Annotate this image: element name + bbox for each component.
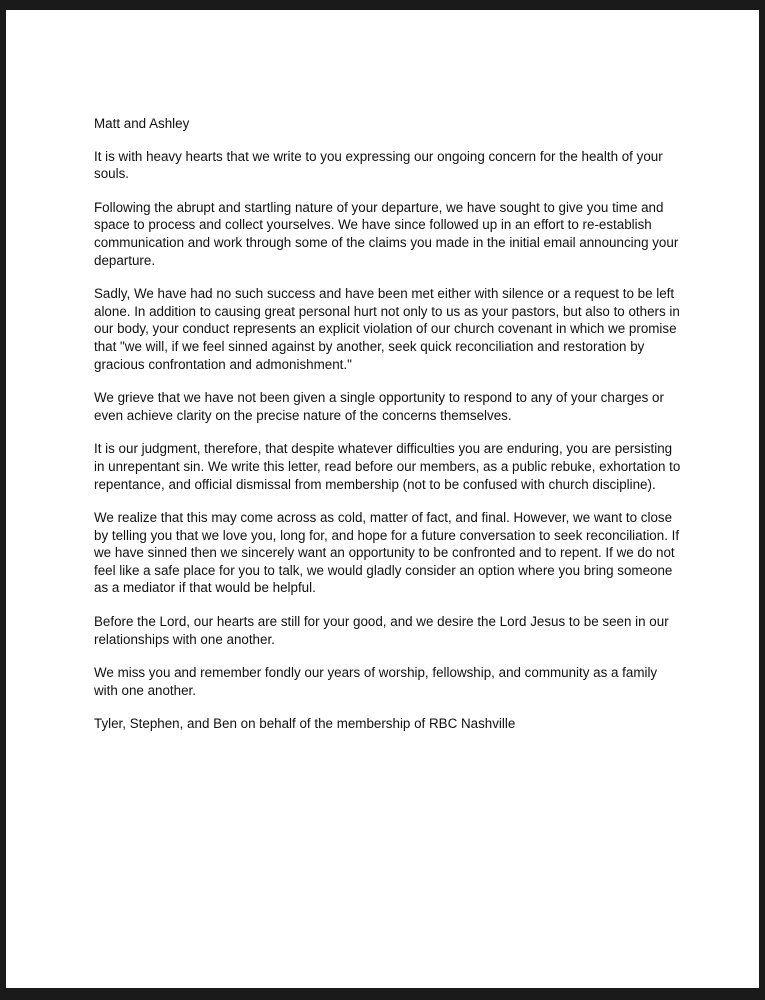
paragraph-departure: Following the abrupt and startling nature of your departure, we have sought to give you time and space to process and collect yourselves. We have since followed up in an effort to re-establish communication and work through some of the claims you made in the initial email announcing your departure. [94,199,679,268]
paragraph-concern: It is with heavy hearts that we write to you expressing our ongoing concern for the health of your souls. [94,148,663,182]
document-page [6,10,759,988]
letter-body [94,115,684,749]
paragraph-miss-you: We miss you and remember fondly our years of worship, fellowship, and community as a family with one another. [94,665,658,698]
greeting: Matt and Ashley [94,116,190,131]
paragraph-covenant: Sadly, We have had no such success and have been met either with silence or a request to be left alone. In addition to causing great personal hurt not only to us as your pastors, but also to others in our body, your conduct represents an explicit violation of our church covenant in which we promise that "we will, if we feel sinned against by another, seek quick reconciliation and restoration by gracious confrontation and admonishment." [94,286,680,372]
paragraph-before-the-lord: Before the Lord, our hearts are still for your good, and we desire the Lord Jesus to be seen in our relationships with one another. [94,614,669,647]
paragraph-reconciliation: We realize that this may come across as cold, matter of fact, and final. However, we want to close by telling you that we love you, long for, and hope for a future conversation to seek reconciliation. If we have sinned then we sincerely want an opportunity to be confronted and to repent. If we do not feel like a safe place for you to talk, we would gladly consider an option where you bring someone as a mediator if that would be helpful. [94,510,680,596]
signature: Tyler, Stephen, and Ben on behalf of the membership of RBC Nashville [94,716,516,732]
paragraph-judgment: It is our judgment, therefore, that despite whatever difficulties you are enduring, you are persisting in unrepentant sin. We write this letter, read before our members, as a public rebuke, exhortation to repentance, and official dismissal from membership (not to be confused with church discipline). [94,441,681,492]
paragraph-grief: We grieve that we have not been given a single opportunity to respond to any of your charges or even achieve clarity on the precise nature of the concerns themselves. [94,390,664,423]
